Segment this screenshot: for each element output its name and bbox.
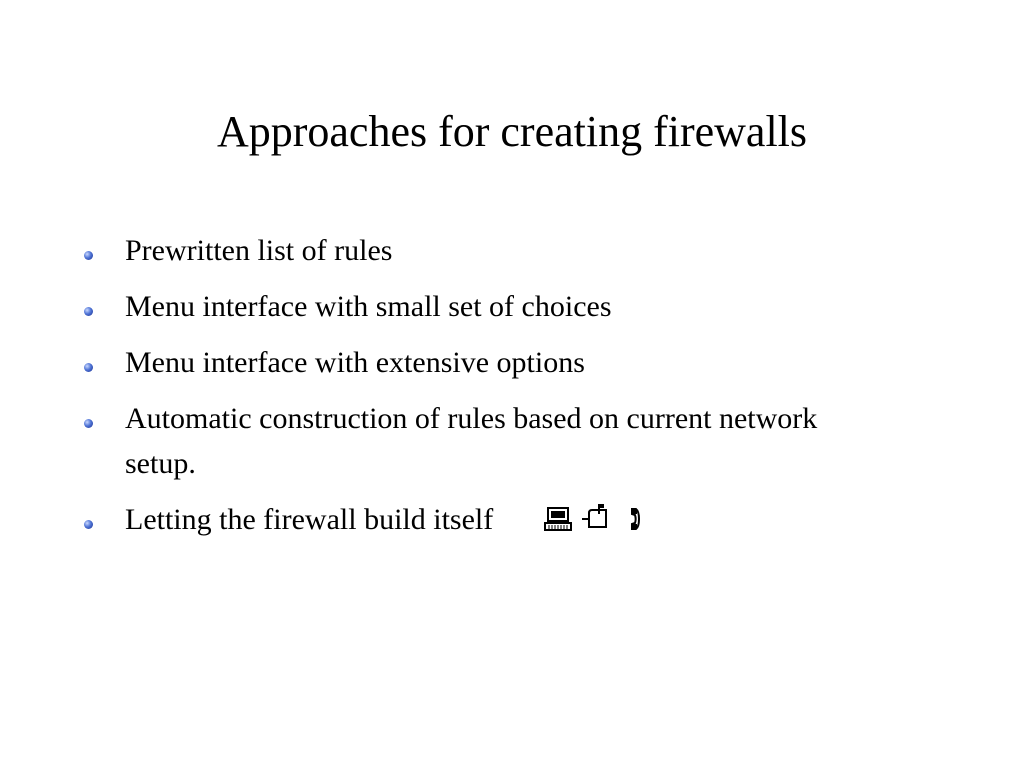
computer-icon xyxy=(543,506,573,532)
bullet-list xyxy=(84,228,884,553)
bullet-icon xyxy=(84,251,93,260)
wingdings-symbols xyxy=(543,497,642,542)
bullet-icon xyxy=(84,419,93,428)
slide-title: Approaches for creating firewalls xyxy=(216,107,808,156)
bullet-icon xyxy=(84,363,93,372)
telephone-icon xyxy=(620,506,642,532)
bullet-item xyxy=(84,497,884,542)
bullet-item xyxy=(84,340,884,385)
bullet-item xyxy=(84,284,884,329)
bullet-item xyxy=(84,228,884,273)
bullet-icon xyxy=(84,307,93,316)
bullet-text: Menu interface with extensive options xyxy=(125,346,585,379)
bullet-text: Automatic construction of rules based on current network setup. xyxy=(125,402,818,480)
bullet-text: Prewritten list of rules xyxy=(125,234,393,267)
bullet-item xyxy=(84,396,884,486)
flag-icon xyxy=(580,502,612,532)
bullet-icon xyxy=(84,520,93,529)
bullet-text: Letting the firewall build itself xyxy=(125,503,494,536)
bullet-text: Menu interface with small set of choices xyxy=(125,290,612,323)
